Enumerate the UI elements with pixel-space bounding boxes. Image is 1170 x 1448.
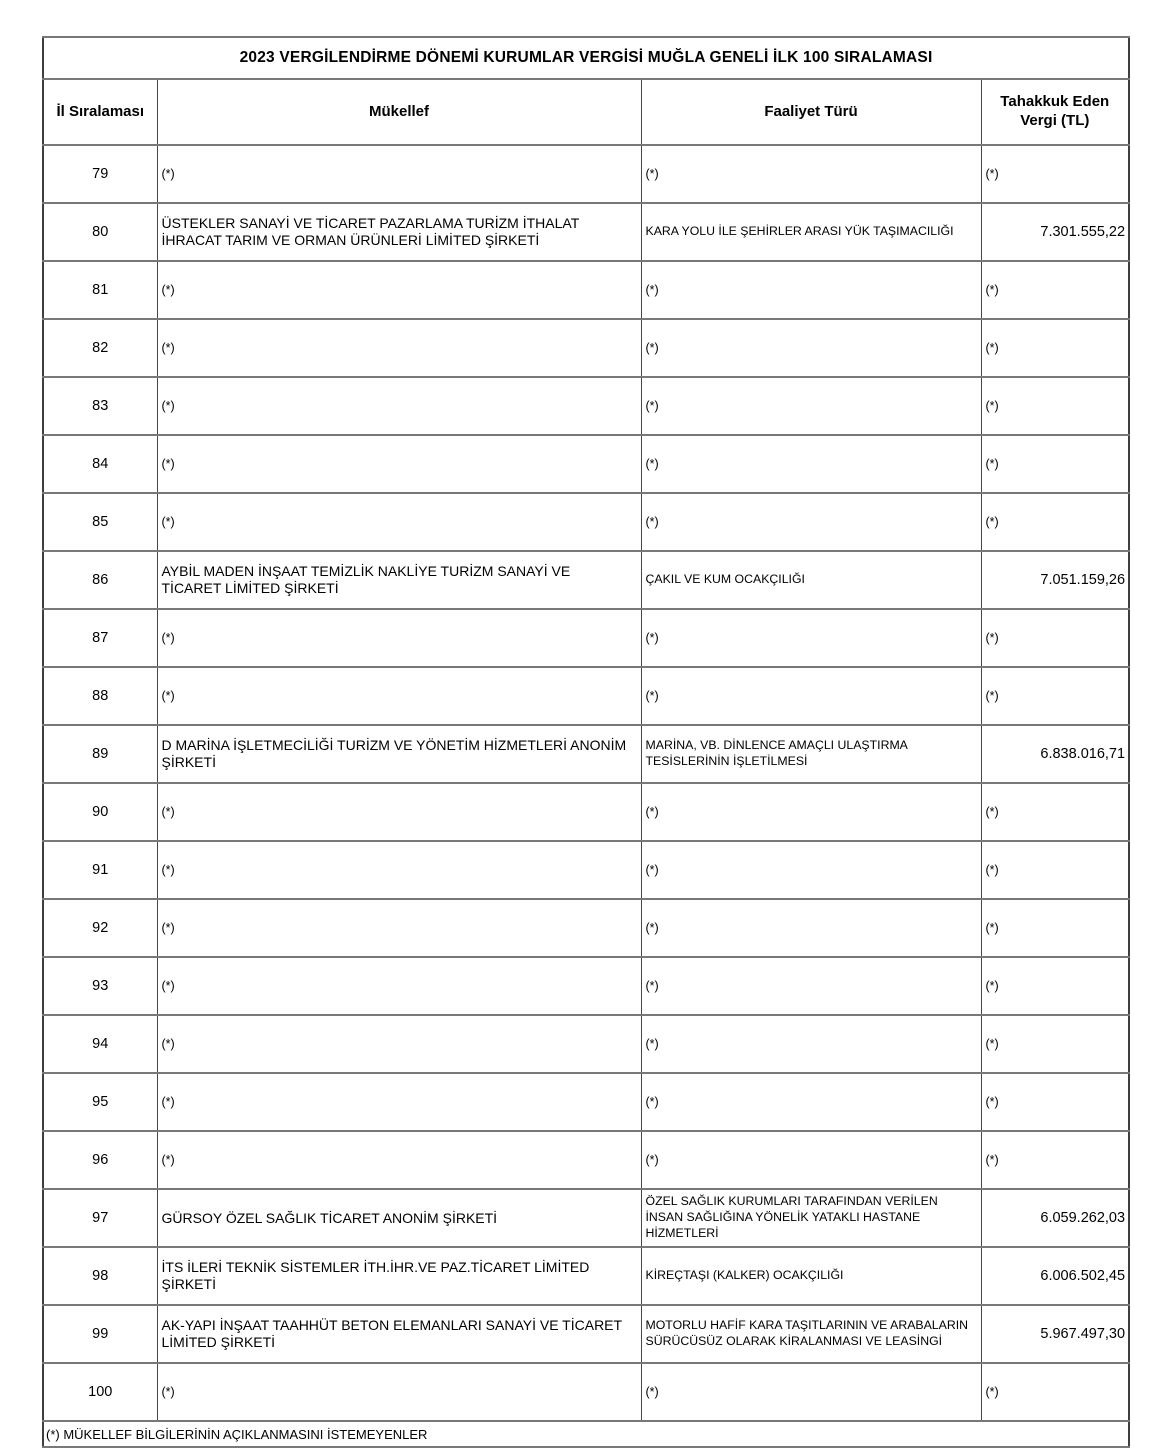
rank-cell: 95 (43, 1073, 157, 1131)
vergi-cell: (*) (981, 899, 1129, 957)
faaliyet-cell: (*) (641, 261, 981, 319)
table-body (43, 145, 1129, 1421)
vergi-cell: (*) (981, 1363, 1129, 1421)
faaliyet-cell: MARİNA, VB. DİNLENCE AMAÇLI ULAŞTIRMA TESİSLERİNİN İŞLETİLMESİ (641, 725, 981, 783)
rank-cell: 94 (43, 1015, 157, 1073)
rank-cell: 82 (43, 319, 157, 377)
mukellef-cell: D MARİNA İŞLETMECİLİĞİ TURİZM VE YÖNETİM HİZMETLERİ ANONİM ŞİRKETİ (157, 725, 641, 783)
vergi-cell: (*) (981, 493, 1129, 551)
vergi-cell: 6.838.016,71 (981, 725, 1129, 783)
faaliyet-cell: ÇAKIL VE KUM OCAKÇILIĞI (641, 551, 981, 609)
header-tahakkuk-eden-vergi: Tahakkuk Eden Vergi (TL) (981, 79, 1129, 145)
rank-cell: 80 (43, 203, 157, 261)
mukellef-cell: (*) (157, 1015, 641, 1073)
table-row (43, 899, 1129, 957)
header-mukellef: Mükellef (157, 79, 641, 145)
vergi-cell: 7.051.159,26 (981, 551, 1129, 609)
mukellef-cell: ÜSTEKLER SANAYİ VE TİCARET PAZARLAMA TURİZM İTHALAT İHRACAT TARIM VE ORMAN ÜRÜNLERİ LİMİTED ŞİRKETİ (157, 203, 641, 261)
table-row (43, 841, 1129, 899)
mukellef-cell: İTS İLERİ TEKNİK SİSTEMLER İTH.İHR.VE PAZ.TİCARET LİMİTED ŞİRKETİ (157, 1247, 641, 1305)
rank-cell: 98 (43, 1247, 157, 1305)
vergi-cell: (*) (981, 377, 1129, 435)
mukellef-cell: (*) (157, 841, 641, 899)
rank-cell: 88 (43, 667, 157, 725)
vergi-cell: (*) (981, 1073, 1129, 1131)
mukellef-cell: (*) (157, 319, 641, 377)
faaliyet-cell: (*) (641, 145, 981, 203)
faaliyet-cell: (*) (641, 319, 981, 377)
mukellef-cell: AK-YAPI İNŞAAT TAAHHÜT BETON ELEMANLARI SANAYİ VE TİCARET LİMİTED ŞİRKETİ (157, 1305, 641, 1363)
column-header-row (43, 79, 1129, 145)
table-row (43, 957, 1129, 1015)
vergi-cell: (*) (981, 609, 1129, 667)
vergi-cell: (*) (981, 957, 1129, 1015)
vergi-cell: (*) (981, 435, 1129, 493)
faaliyet-cell: (*) (641, 841, 981, 899)
table-head (43, 37, 1129, 145)
vergi-cell: 6.006.502,45 (981, 1247, 1129, 1305)
faaliyet-cell: (*) (641, 435, 981, 493)
table-row (43, 1247, 1129, 1305)
mukellef-cell: (*) (157, 435, 641, 493)
mukellef-cell: GÜRSOY ÖZEL SAĞLIK TİCARET ANONİM ŞİRKETİ (157, 1189, 641, 1247)
faaliyet-cell: (*) (641, 377, 981, 435)
faaliyet-cell: (*) (641, 1073, 981, 1131)
mukellef-cell: (*) (157, 261, 641, 319)
table-row (43, 1189, 1129, 1247)
faaliyet-cell: KARA YOLU İLE ŞEHİRLER ARASI YÜK TAŞIMACILIĞI (641, 203, 981, 261)
rank-cell: 84 (43, 435, 157, 493)
faaliyet-cell: MOTORLU HAFİF KARA TAŞITLARININ VE ARABALARIN SÜRÜCÜSÜZ OLARAK KİRALANMASI VE LEASİNGİ (641, 1305, 981, 1363)
faaliyet-cell: (*) (641, 1363, 981, 1421)
table-row (43, 1073, 1129, 1131)
title-row (43, 37, 1129, 79)
vergi-cell: 7.301.555,22 (981, 203, 1129, 261)
rank-cell: 93 (43, 957, 157, 1015)
mukellef-cell: (*) (157, 493, 641, 551)
rank-cell: 85 (43, 493, 157, 551)
faaliyet-cell: (*) (641, 1015, 981, 1073)
mukellef-cell: (*) (157, 1131, 641, 1189)
faaliyet-cell: ÖZEL SAĞLIK KURUMLARI TARAFINDAN VERİLEN İNSAN SAĞLIĞINA YÖNELİK YATAKLI HASTANE HİZMETLERİ (641, 1189, 981, 1247)
rank-cell: 79 (43, 145, 157, 203)
table-row (43, 377, 1129, 435)
faaliyet-cell: (*) (641, 783, 981, 841)
rank-cell: 90 (43, 783, 157, 841)
rank-cell: 97 (43, 1189, 157, 1247)
table-row (43, 783, 1129, 841)
header-il-siralamasi: İl Sıralaması (43, 79, 157, 145)
rank-cell: 92 (43, 899, 157, 957)
table-row (43, 1015, 1129, 1073)
mukellef-cell: (*) (157, 899, 641, 957)
mukellef-cell: (*) (157, 377, 641, 435)
vergi-cell: 6.059.262,03 (981, 1189, 1129, 1247)
vergi-cell: (*) (981, 261, 1129, 319)
mukellef-cell: (*) (157, 957, 641, 1015)
vergi-cell: (*) (981, 1131, 1129, 1189)
rank-cell: 81 (43, 261, 157, 319)
table-row (43, 725, 1129, 783)
faaliyet-cell: (*) (641, 493, 981, 551)
faaliyet-cell: KİREÇTAŞI (KALKER) OCAKÇILIĞI (641, 1247, 981, 1305)
rank-cell: 86 (43, 551, 157, 609)
rank-cell: 96 (43, 1131, 157, 1189)
table-row (43, 1131, 1129, 1189)
rank-cell: 83 (43, 377, 157, 435)
vergi-cell: (*) (981, 667, 1129, 725)
faaliyet-cell: (*) (641, 957, 981, 1015)
vergi-cell: (*) (981, 1015, 1129, 1073)
tax-ranking-table (42, 36, 1130, 1448)
header-faaliyet-turu: Faaliyet Türü (641, 79, 981, 145)
mukellef-cell: (*) (157, 783, 641, 841)
rank-cell: 91 (43, 841, 157, 899)
vergi-cell: (*) (981, 841, 1129, 899)
table-row (43, 319, 1129, 377)
mukellef-cell: (*) (157, 145, 641, 203)
vergi-cell: (*) (981, 319, 1129, 377)
faaliyet-cell: (*) (641, 899, 981, 957)
rank-cell: 99 (43, 1305, 157, 1363)
mukellef-cell: (*) (157, 1363, 641, 1421)
rank-cell: 100 (43, 1363, 157, 1421)
table-foot (43, 1421, 1129, 1447)
table-title: 2023 VERGİLENDİRME DÖNEMİ KURUMLAR VERGİSİ MUĞLA GENELİ İLK 100 SIRALAMASI (43, 37, 1129, 79)
vergi-cell: (*) (981, 783, 1129, 841)
vergi-cell: 5.967.497,30 (981, 1305, 1129, 1363)
table-row (43, 667, 1129, 725)
footnote-row (43, 1421, 1129, 1447)
table-row (43, 261, 1129, 319)
faaliyet-cell: (*) (641, 667, 981, 725)
faaliyet-cell: (*) (641, 1131, 981, 1189)
rank-cell: 87 (43, 609, 157, 667)
mukellef-cell: (*) (157, 667, 641, 725)
rank-cell: 89 (43, 725, 157, 783)
table-row (43, 1363, 1129, 1421)
table-row (43, 551, 1129, 609)
table-row (43, 609, 1129, 667)
table-row (43, 493, 1129, 551)
mukellef-cell: (*) (157, 609, 641, 667)
table-row (43, 145, 1129, 203)
table-row (43, 435, 1129, 493)
vergi-cell: (*) (981, 145, 1129, 203)
faaliyet-cell: (*) (641, 609, 981, 667)
mukellef-cell: AYBİL MADEN İNŞAAT TEMİZLİK NAKLİYE TURİZM SANAYİ VE TİCARET LİMİTED ŞİRKETİ (157, 551, 641, 609)
table-row (43, 203, 1129, 261)
footnote: (*) MÜKELLEF BİLGİLERİNİN AÇIKLANMASINI İSTEMEYENLER (43, 1421, 1129, 1447)
table-row (43, 1305, 1129, 1363)
mukellef-cell: (*) (157, 1073, 641, 1131)
